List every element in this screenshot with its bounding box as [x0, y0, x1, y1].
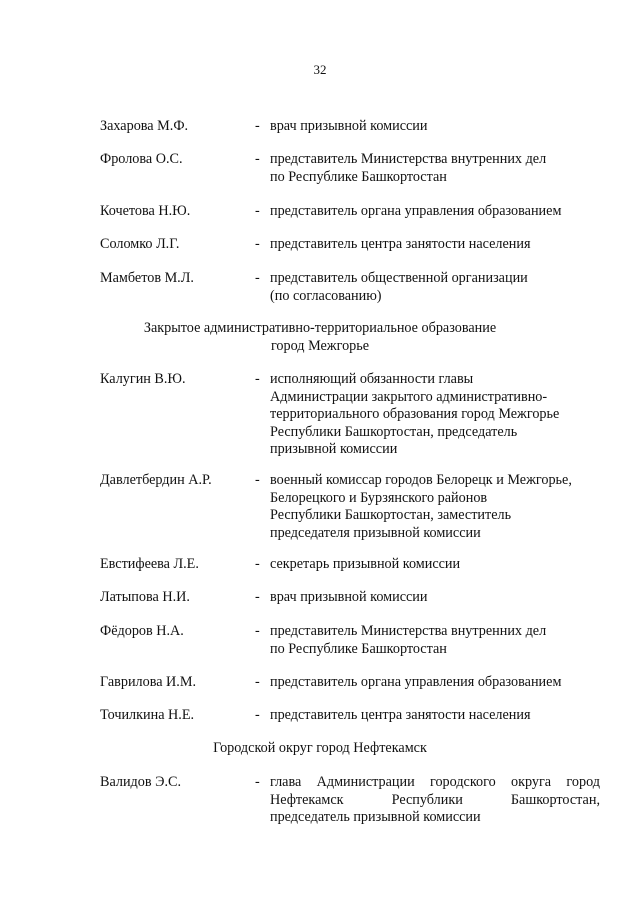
role-line: военный комиссар городов Белорецк и Межгорье, — [270, 472, 572, 488]
section-heading-line: Закрытое административно-территориальное образование — [143, 320, 497, 336]
member-name: Фёдоров Н.А. — [100, 623, 184, 639]
member-role — [270, 556, 600, 574]
role-line: председателя призывной комиссии — [270, 524, 481, 541]
member-role — [270, 589, 600, 607]
role-line: исполняющий обязанности главы — [270, 371, 474, 387]
member-role — [270, 472, 600, 542]
member-role — [270, 371, 600, 459]
separator-dash: - — [255, 556, 260, 572]
section-heading-neftekamsk — [0, 740, 640, 758]
member-role — [270, 774, 600, 827]
role-line: врач призывной комиссии — [270, 118, 428, 134]
page-number: 32 — [313, 62, 327, 77]
role-line: представитель органа управления образованием — [270, 203, 562, 219]
member-name: Евстифеева Л.Е. — [100, 556, 199, 572]
member-name: Соломко Л.Г. — [100, 236, 180, 252]
member-name: Точилкина Н.Е. — [100, 707, 195, 723]
member-name: Валидов Э.С. — [100, 774, 182, 790]
role-line: секретарь призывной комиссии — [270, 556, 461, 572]
role-line: призывной комиссии — [270, 441, 398, 457]
member-role — [270, 151, 600, 186]
separator-dash: - — [255, 118, 260, 134]
role-line: представитель Министерства внутренних дел — [270, 623, 547, 639]
separator-dash: - — [255, 270, 260, 286]
member-name: Фролова О.С. — [100, 151, 183, 167]
role-line: Администрации закрытого административно- — [270, 388, 548, 405]
separator-dash: - — [255, 371, 260, 387]
section-heading-mezhgorye — [0, 320, 640, 355]
role-line: представитель общественной организации — [270, 270, 528, 286]
role-line: представитель центра занятости населения — [270, 707, 531, 723]
member-role — [270, 623, 600, 658]
member-name: Калугин В.Ю. — [100, 371, 186, 387]
member-name: Давлетбердин А.Р. — [100, 472, 212, 488]
separator-dash: - — [255, 236, 260, 252]
role-line: территориального образования город Межгорье — [270, 406, 560, 422]
member-role — [270, 236, 600, 254]
member-role — [270, 270, 600, 305]
role-line: Белорецкого и Бурзянского районов — [270, 489, 488, 506]
member-role — [270, 118, 600, 136]
member-role — [270, 707, 600, 725]
member-role — [270, 674, 600, 692]
role-line: Республики Башкортостан, председатель — [270, 423, 518, 440]
member-name: Латыпова Н.И. — [100, 589, 190, 605]
role-line: Республики Башкортостан, заместитель — [270, 507, 512, 523]
section-heading-line: Городской округ город Нефтекамск — [213, 740, 427, 756]
role-line: глава Администрации городского округа город — [270, 774, 600, 790]
separator-dash: - — [255, 589, 260, 605]
member-name: Захарова М.Ф. — [100, 118, 189, 134]
role-line: по Республике Башкортостан — [270, 168, 447, 185]
role-line: председатель призывной комиссии — [270, 809, 481, 825]
role-line: представитель органа управления образованием — [270, 674, 562, 690]
role-line: Нефтекамск Республики Башкортостан, — [270, 791, 600, 808]
role-line: представитель Министерства внутренних дел — [270, 151, 547, 167]
role-line: представитель центра занятости населения — [270, 236, 531, 252]
role-line: по Республике Башкортостан — [270, 640, 447, 657]
role-line: (по согласованию) — [270, 287, 382, 304]
role-line: врач призывной комиссии — [270, 589, 428, 605]
section-heading-line: город Межгорье — [270, 337, 370, 354]
separator-dash: - — [255, 151, 260, 167]
separator-dash: - — [255, 674, 260, 690]
member-name: Мамбетов М.Л. — [100, 270, 194, 286]
separator-dash: - — [255, 707, 260, 723]
separator-dash: - — [255, 774, 260, 790]
member-role — [270, 203, 600, 221]
separator-dash: - — [255, 203, 260, 219]
separator-dash: - — [255, 472, 260, 488]
member-name: Гаврилова И.М. — [100, 674, 197, 690]
member-name: Кочетова Н.Ю. — [100, 203, 191, 219]
separator-dash: - — [255, 623, 260, 639]
